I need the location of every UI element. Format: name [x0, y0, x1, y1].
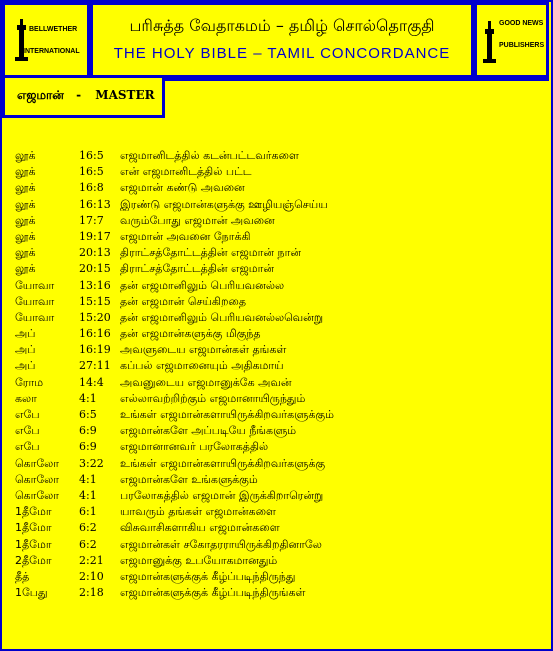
- verse-ref: 4:1: [79, 391, 97, 405]
- verse-snippet: பரலோகத்தில் எஜமான் இருக்கிறாரென்று: [120, 488, 324, 502]
- verse-ref: 2:10: [79, 569, 104, 583]
- book-name: லூக்: [15, 165, 36, 179]
- good-news-logo: [474, 2, 549, 78]
- verse-ref: 6:2: [79, 537, 97, 551]
- verse-ref: 3:22: [79, 456, 104, 470]
- verse-ref: 2:21: [79, 553, 104, 567]
- book-name: யோவா: [15, 310, 55, 324]
- book-name: லூக்: [15, 229, 36, 243]
- verse-ref: 4:1: [79, 488, 97, 502]
- verse-snippet: உங்கள் எஜமான்களாயிருக்கிறவர்களுக்கும்: [120, 408, 334, 421]
- verse-snippet: விசுவாசிகளாகிய எஜமான்களை: [120, 521, 280, 535]
- verse-snippet: எஜமான்களே அப்படியே நீங்களும்: [120, 424, 297, 438]
- book-name: 1தீமோ: [15, 505, 52, 519]
- verse-ref: 19:17: [79, 229, 111, 243]
- headword-tamil: எஜமான்: [17, 88, 64, 102]
- verse-ref: 20:15: [79, 262, 111, 276]
- book-name: அப்: [15, 359, 36, 373]
- verse-snippet: தன் எஜமானிலும் பெரியவனல்ல: [120, 278, 285, 292]
- book-name: எபே: [15, 440, 40, 454]
- verse-snippet: எஜமான் அவனை நோக்கி: [120, 229, 251, 243]
- logo-left-line1: BELLWETHER: [29, 26, 78, 33]
- verse-ref: 6:2: [79, 521, 97, 535]
- verse-ref: 16:16: [79, 327, 111, 341]
- book-name: கொலோ: [15, 488, 60, 502]
- verse-snippet: தன் எஜமான்களுக்கு மிகுந்த: [120, 327, 261, 341]
- book-name: லூக்: [15, 197, 36, 211]
- book-name: 2தீமோ: [15, 553, 52, 567]
- verse-snippet: இரண்டு எஜமான்களுக்கு ஊழியஞ்செய்ய: [120, 197, 328, 211]
- verse-ref: 14:4: [79, 375, 104, 389]
- book-name: 1தீமோ: [15, 521, 52, 535]
- verse-snippet: எஜமான்களே உங்களுக்கும்: [120, 472, 258, 486]
- book-name: கலா: [15, 391, 37, 405]
- book-name: 1பேது: [15, 586, 48, 600]
- book-name: எபே: [15, 408, 40, 421]
- verse-ref: 20:13: [79, 246, 111, 260]
- book-name: லூக்: [15, 262, 36, 276]
- verse-ref: 2:18: [79, 586, 104, 600]
- verse-snippet: எல்லாவற்றிற்கும் எஜமானாயிருந்தும்: [120, 391, 306, 405]
- verse-ref: 15:20: [79, 310, 111, 324]
- verse-snippet: தன் எஜமான் செய்கிறதை: [120, 294, 247, 308]
- verse-snippet: யாவரும் தங்கள் எஜமான்களை: [120, 505, 276, 519]
- verse-snippet: எஜமான் கண்டு அவனை: [120, 181, 245, 195]
- header-divider: [165, 78, 549, 81]
- book-name: 1தீமோ: [15, 537, 52, 551]
- book-name: அப்: [15, 327, 36, 341]
- title-box: [90, 2, 474, 78]
- verse-snippet: எஜமான்களுக்குக் கீழ்ப்படிந்திருந்து: [120, 569, 296, 583]
- verse-snippet: அவளுடைய எஜமான்கள் தங்கள்: [120, 343, 287, 357]
- verse-snippet: தன் எஜமானிலும் பெரியவனல்லவென்று: [120, 310, 324, 324]
- verse-snippet: கப்பல் எஜமானையும் அதிகமாய்: [120, 359, 284, 373]
- logo-left-line2: INTERNATIONAL: [23, 48, 80, 55]
- verse-snippet: எஜமானிடத்தில் கடன்பட்டவர்களை: [120, 149, 299, 162]
- headword-separator: -: [76, 88, 82, 102]
- verse-snippet: எஜமான்கள் சகோதரராயிருக்கிறதினாலே: [120, 537, 322, 551]
- book-name: கொலோ: [15, 456, 60, 470]
- logo-right-line2: PUBLISHERS: [499, 42, 545, 49]
- title-tamil: பரிசுத்த வேதாகமம் – தமிழ் சொல்தொகுதி: [129, 16, 435, 35]
- verse-ref: 6:9: [79, 424, 97, 438]
- headword-box: [2, 78, 165, 118]
- verse-ref: 13:16: [79, 278, 111, 292]
- verse-ref: 16:13: [79, 197, 111, 211]
- verse-ref: 27:11: [79, 359, 111, 373]
- verse-ref: 4:1: [79, 472, 97, 486]
- headword-english: MASTER: [95, 88, 155, 102]
- book-name: ரோம: [15, 375, 44, 389]
- verse-snippet: எஜமானானவர் பரலோகத்தில்: [120, 440, 269, 454]
- verse-snippet: எஜமானுக்கு உபயோகமானதும்: [120, 553, 278, 567]
- verse-snippet: அவனுடைய எஜமானுக்கே அவன்: [120, 375, 292, 389]
- verse-snippet: திராட்சத்தோட்டத்தின் எஜமான்: [120, 262, 275, 276]
- verse-snippet: உங்கள் எஜமான்களாயிருக்கிறவர்களுக்கு: [120, 456, 326, 470]
- book-name: லூக்: [15, 181, 36, 195]
- book-name: எபே: [15, 424, 40, 438]
- title-english: THE HOLY BIBLE – TAMIL CONCORDANCE: [113, 45, 451, 62]
- book-name: யோவா: [15, 294, 55, 308]
- bellwether-logo: [2, 2, 90, 78]
- headword: [17, 88, 155, 104]
- book-name: லூக்: [15, 213, 36, 227]
- book-name: தீத்: [15, 569, 30, 583]
- verse-ref: 16:19: [79, 343, 111, 357]
- verse-ref: 16:8: [79, 181, 104, 195]
- book-name: லூக்: [15, 149, 36, 162]
- verse-ref: 6:5: [79, 408, 97, 421]
- book-name: கொலோ: [15, 472, 60, 486]
- book-name: லூக்: [15, 246, 36, 260]
- verse-ref: 15:15: [79, 294, 111, 308]
- verse-ref: 6:9: [79, 440, 97, 454]
- verse-ref: 17:7: [79, 213, 104, 227]
- book-name: அப்: [15, 343, 36, 357]
- logo-right-line1: GOOD NEWS: [499, 20, 544, 27]
- book-name: யோவா: [15, 278, 55, 292]
- verse-ref: 6:1: [79, 505, 97, 519]
- verse-ref: 16:5: [79, 165, 104, 179]
- verse-snippet: என் எஜமானிடத்தில் பட்ட: [120, 165, 252, 179]
- verse-snippet: எஜமான்களுக்குக் கீழ்ப்படிந்திருங்கள்: [120, 586, 306, 600]
- verse-ref: 16:5: [79, 149, 104, 162]
- verse-snippet: வரும்போது எஜமான் அவனை: [120, 213, 275, 227]
- verse-snippet: திராட்சத்தோட்டத்தின் எஜமான் நான்: [120, 246, 302, 260]
